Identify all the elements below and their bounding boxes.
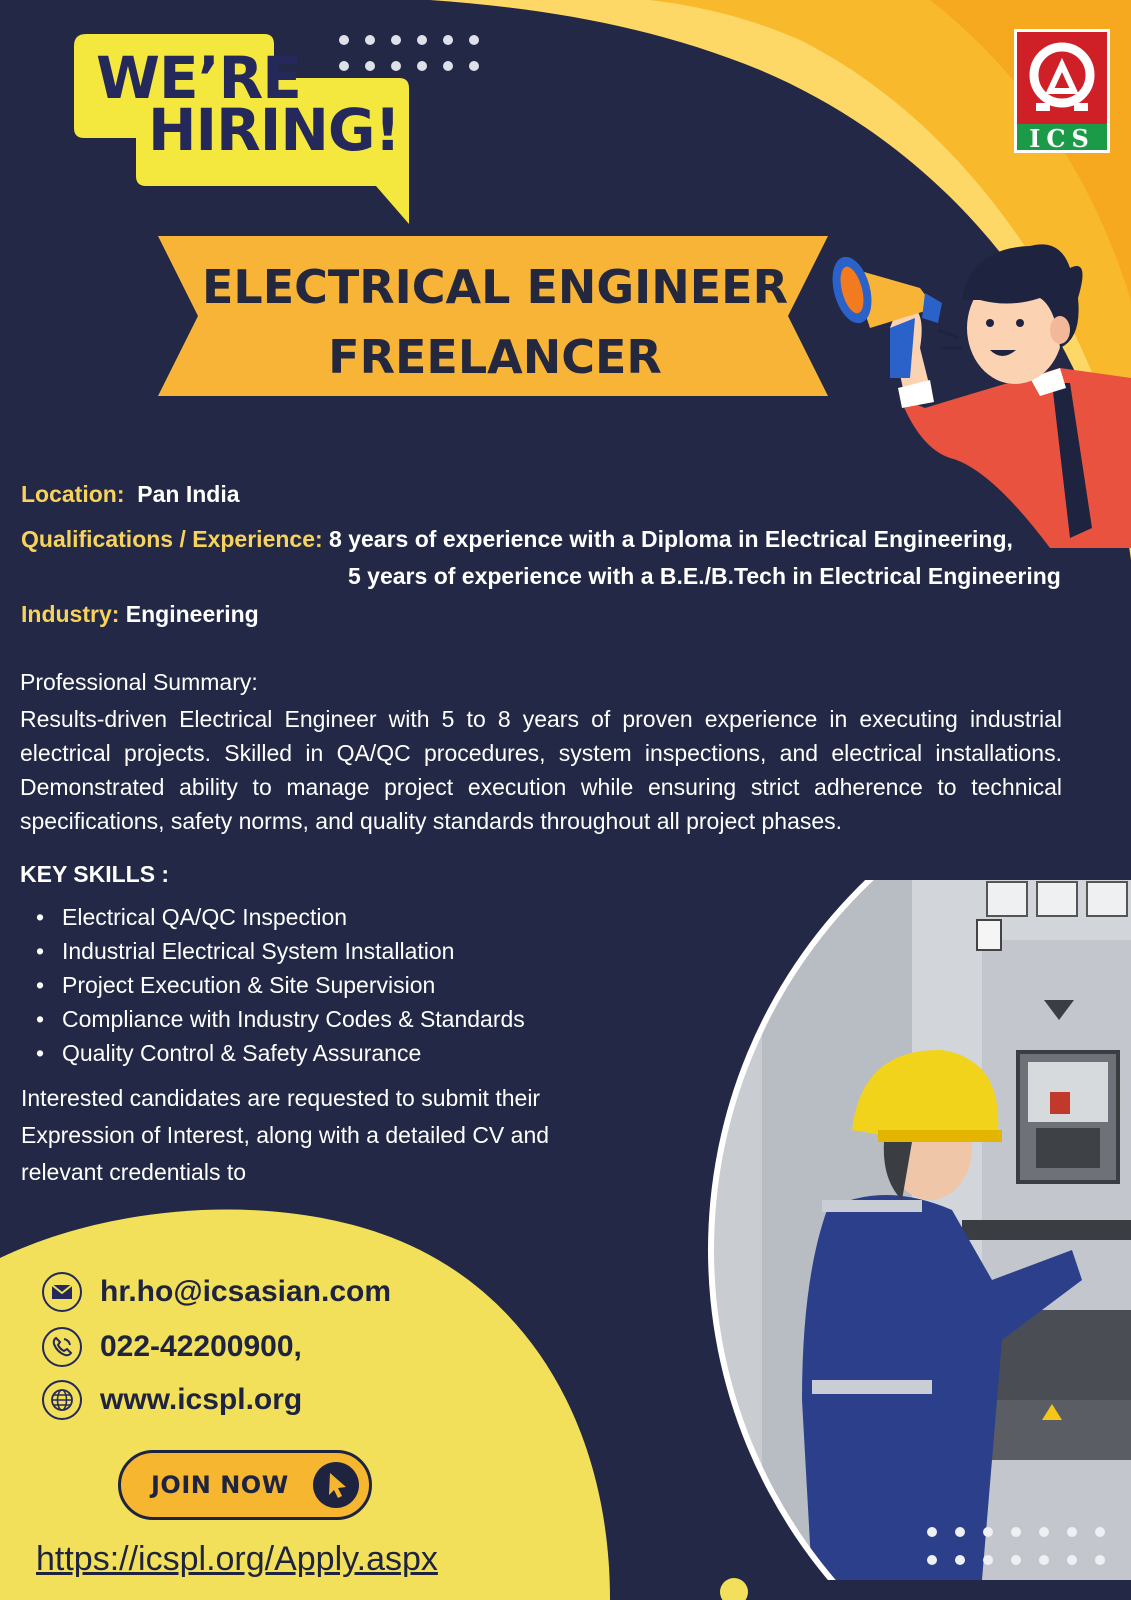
decorative-dots bbox=[336, 34, 486, 76]
instructions-line3: relevant credentials to bbox=[21, 1159, 247, 1185]
skills-title: KEY SKILLS : bbox=[20, 861, 170, 887]
phone-text[interactable]: 022-42200900, bbox=[100, 1330, 302, 1363]
qualifications-value-2: 5 years of experience with a B.E./B.Tech in Electrical Engineering bbox=[348, 563, 1061, 589]
skill-item: • Quality Control & Safety Assurance bbox=[36, 1036, 525, 1070]
decorative-dots-bottom bbox=[924, 1524, 1124, 1584]
skill-item: • Compliance with Industry Codes & Standards bbox=[36, 1002, 525, 1036]
summary-body: Results-driven Electrical Engineer with 5 to 8 years of proven experience in executing industrial electrical projects. Skilled in QA/QC procedures, system inspections, and electrical installations. Demonstrated ability to manage project execution while ensuring strict adherence to technical specifications, safety norms, and quality standards throughout all project phases. bbox=[20, 706, 1062, 834]
location-label: Location: bbox=[21, 481, 125, 507]
join-now-label: JOIN NOW bbox=[151, 1471, 289, 1499]
join-now-button[interactable] bbox=[118, 1450, 372, 1520]
hiring-line1: WE’RE bbox=[96, 44, 301, 112]
envelope-icon bbox=[42, 1272, 82, 1312]
industry-value: Engineering bbox=[125, 601, 259, 627]
location-value: Pan India bbox=[137, 481, 240, 507]
industry-label: Industry: bbox=[21, 601, 120, 627]
cursor-icon bbox=[313, 1462, 359, 1508]
instructions-line1: Interested candidates are requested to submit their bbox=[21, 1085, 541, 1111]
skill-item: • Project Execution & Site Supervision bbox=[36, 968, 525, 1002]
contact-email[interactable] bbox=[42, 1270, 391, 1314]
email-text[interactable]: hr.ho@icsasian.com bbox=[100, 1275, 392, 1308]
logo-text: ICS bbox=[1029, 124, 1095, 153]
skills-list bbox=[36, 900, 525, 1070]
job-title-line2: FREELANCER bbox=[328, 330, 662, 384]
skill-item: • Electrical QA/QC Inspection bbox=[36, 900, 525, 934]
qualifications-line bbox=[21, 525, 1013, 553]
qualifications-label: Qualifications / Experience: bbox=[21, 526, 323, 552]
application-instructions bbox=[21, 1080, 621, 1191]
megaphone-man-illustration bbox=[830, 238, 1131, 548]
instructions-line2: Expression of Interest, along with a detailed CV and bbox=[21, 1122, 550, 1148]
skill-item: • Industrial Electrical System Installation bbox=[36, 934, 525, 968]
apply-link[interactable]: https://icspl.org/Apply.aspx bbox=[36, 1540, 438, 1578]
job-title-line1: ELECTRICAL ENGINEER bbox=[201, 260, 789, 314]
hiring-line2: HIRING! bbox=[148, 96, 400, 164]
summary-title: Professional Summary: bbox=[20, 669, 258, 695]
phone-icon bbox=[42, 1327, 82, 1367]
contact-website[interactable] bbox=[42, 1378, 302, 1422]
location-line bbox=[21, 480, 240, 508]
engineer-photo bbox=[702, 880, 1131, 1580]
globe-icon bbox=[42, 1380, 82, 1420]
qualifications-value-1: 8 years of experience with a Diploma in Electrical Engineering, bbox=[329, 526, 1013, 552]
job-title bbox=[200, 252, 790, 392]
industry-line bbox=[21, 600, 259, 628]
contact-phone[interactable] bbox=[42, 1325, 302, 1369]
website-text[interactable]: www.icspl.org bbox=[100, 1383, 303, 1416]
